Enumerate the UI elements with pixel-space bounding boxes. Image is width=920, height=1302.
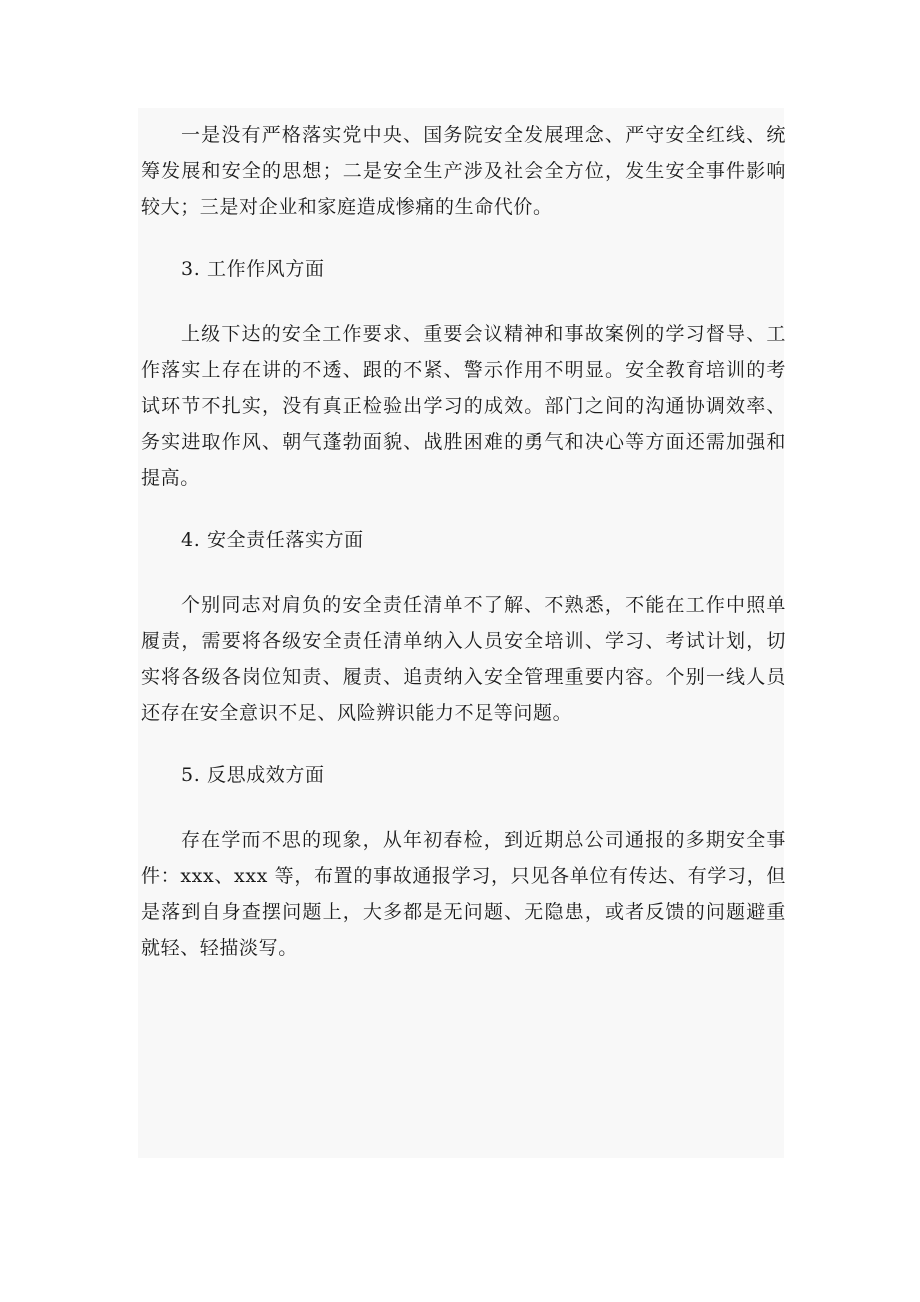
- heading-work-style: 3. 工作作风方面: [181, 258, 325, 280]
- paragraph-responsibility: 个别同志对肩负的安全责任清单不了解、不熟悉，不能在工作中照单履责，需要将各级安全责任清单纳入人员安全培训、学习、考试计划，切实将各级各岗位知责、履责、追责纳入安全管理重要内容。个别一线人员还存在安全意识不足、风险辨识能力不足等问题。: [141, 594, 786, 724]
- paragraph-safety-concepts: 一是没有严格落实党中央、国务院安全发展理念、严守安全红线、统筹发展和安全的思想；二是安全生产涉及社会全方位，发生安全事件影响较大；三是对企业和家庭造成惨痛的生命代价。: [141, 124, 786, 218]
- heading-reflection: 5. 反思成效方面: [181, 764, 325, 786]
- paragraph-work-style: 上级下达的安全工作要求、重要会议精神和事故案例的学习督导、工作落实上存在讲的不透、跟的不紧、警示作用不明显。安全教育培训的考试环节不扎实，没有真正检验出学习的成效。部门之间的沟通协调效率、务实进取作风、朝气蓬勃面貌、战胜困难的勇气和决心等方面还需加强和提高。: [141, 323, 786, 489]
- paragraph-reflection: 存在学而不思的现象，从年初春检，到近期总公司通报的多期安全事件：xxx、xxx 等，布置的事故通报学习，只见各单位有传达、有学习，但是落到自身查摆问题上，大多都是无问题、无隐患，或者反馈的问题避重就轻、轻描淡写。: [141, 829, 786, 959]
- document-body: [141, 117, 786, 966]
- heading-responsibility: 4. 安全责任落实方面: [181, 529, 364, 551]
